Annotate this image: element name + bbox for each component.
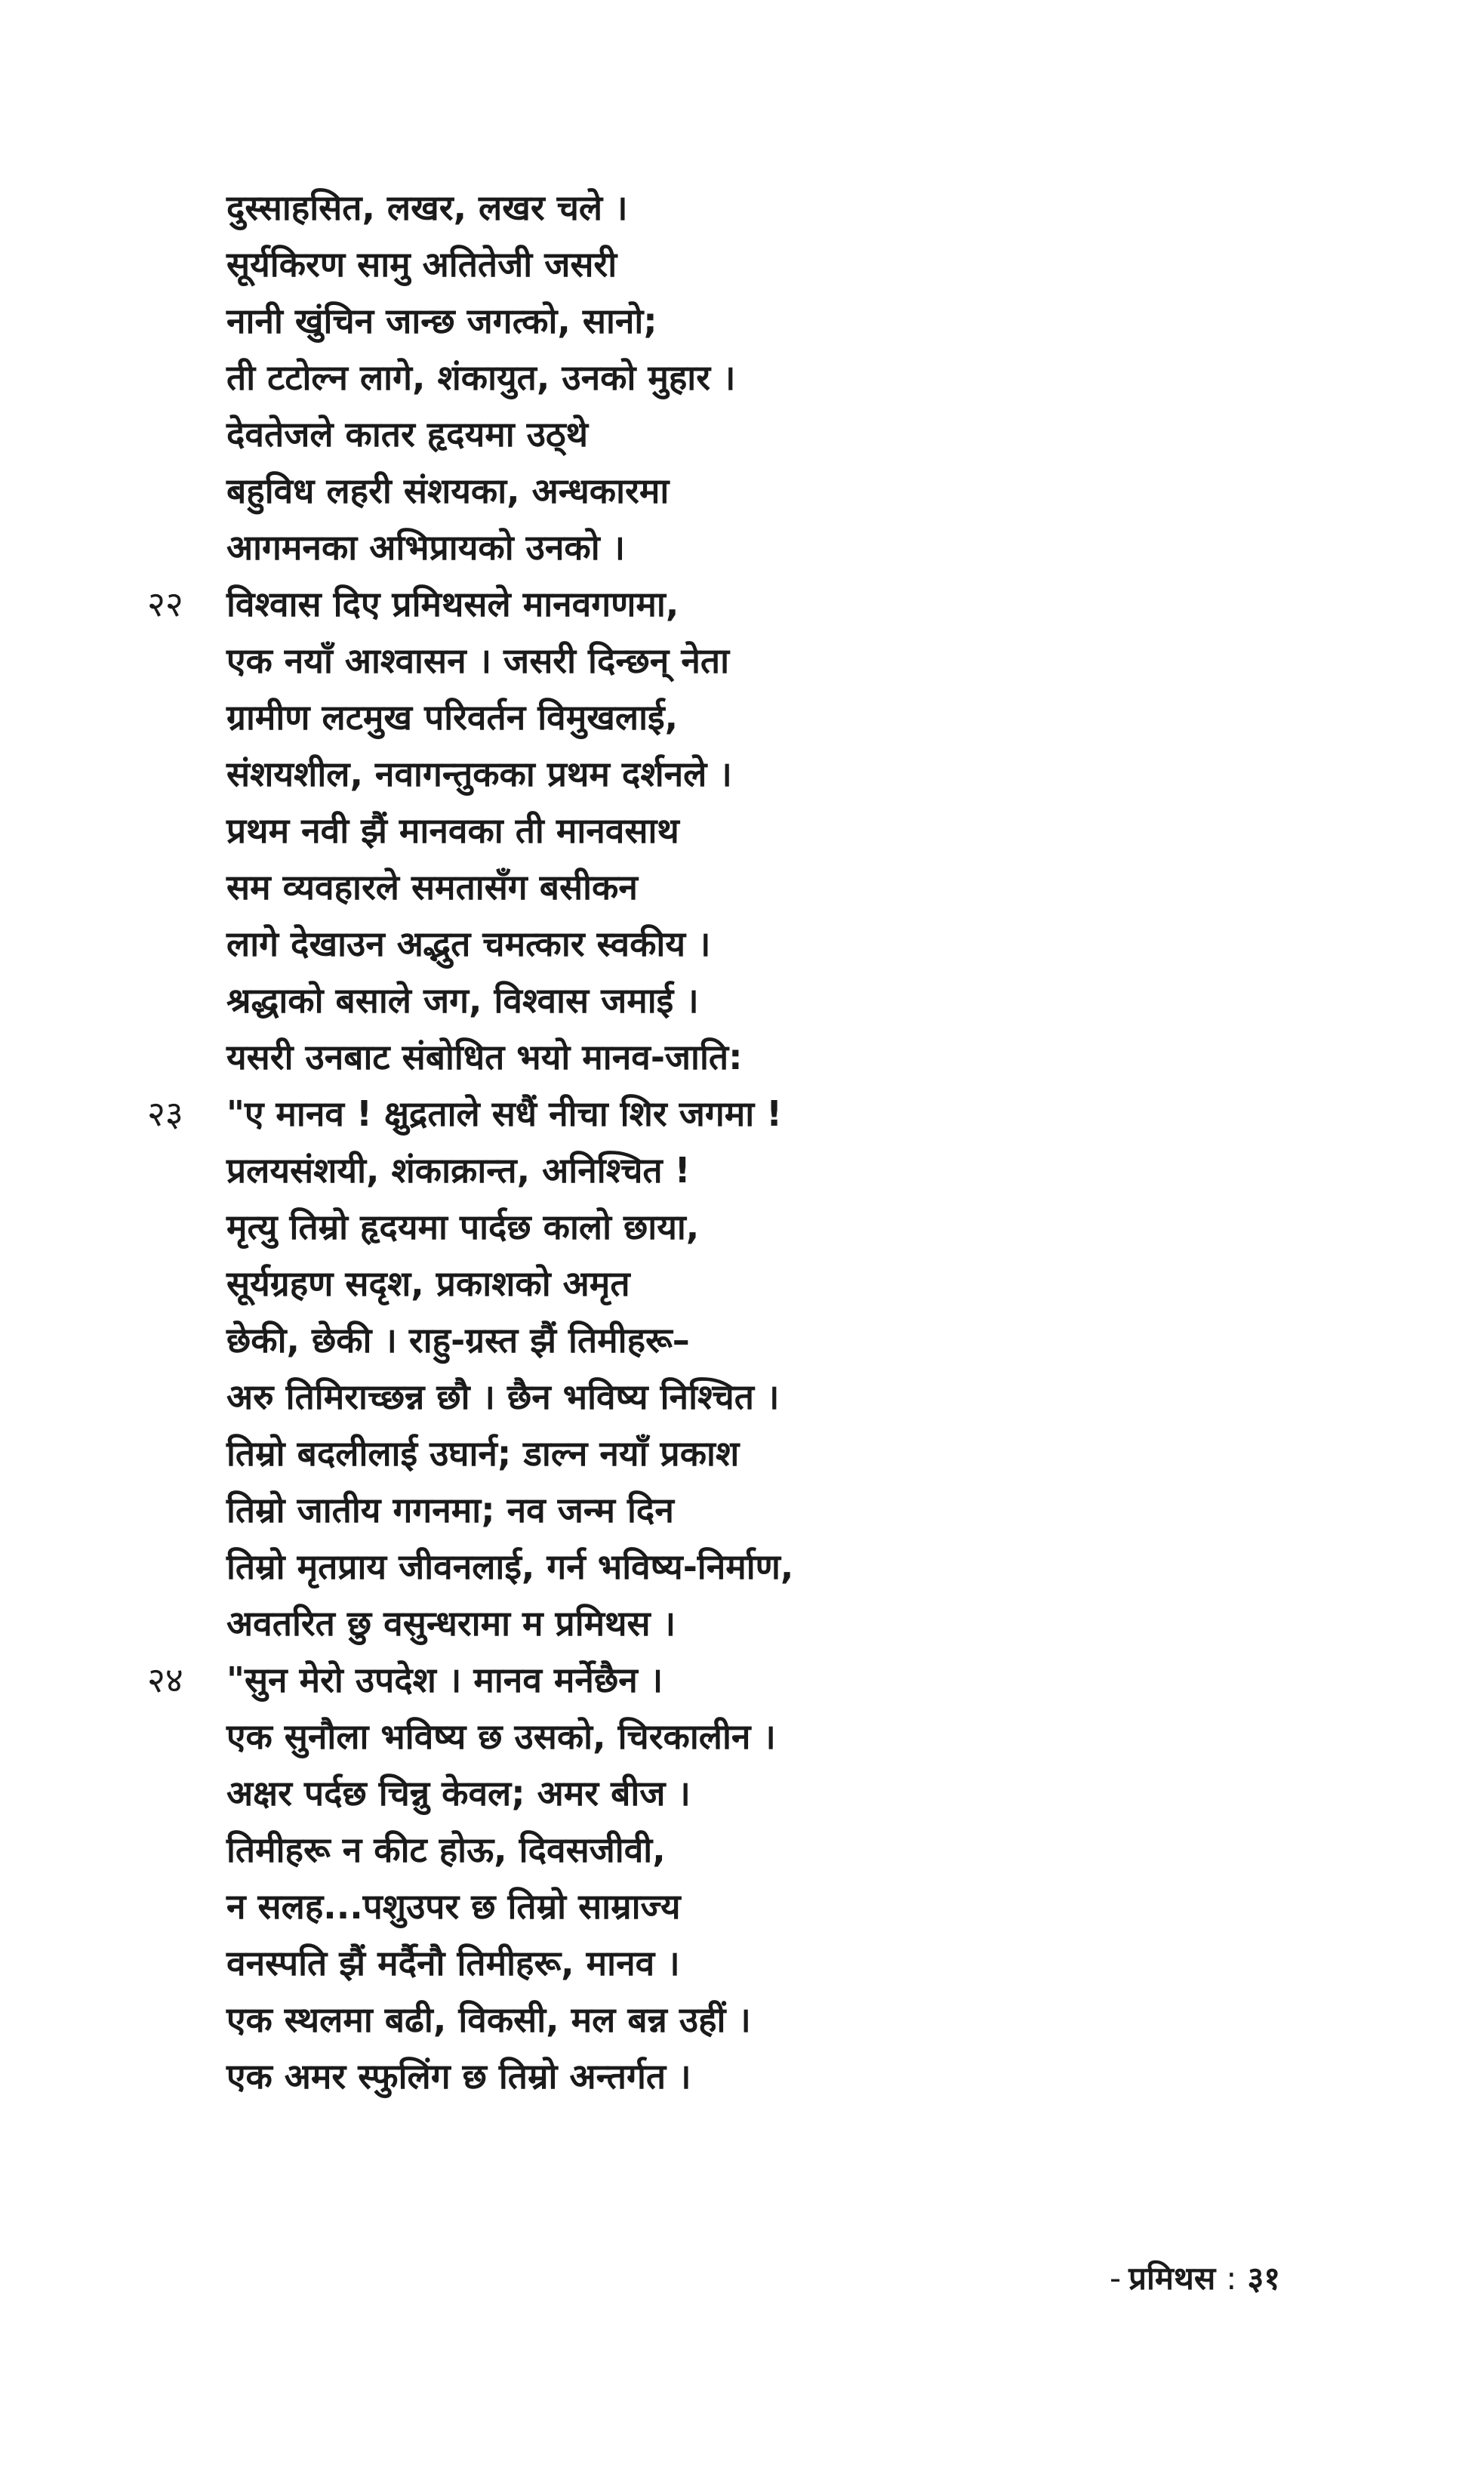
poem-line: प्रलयसंशयी, शंकाक्रान्त, अनिश्चित ! xyxy=(226,1150,691,1191)
page-footer xyxy=(1110,2257,1280,2300)
poem-line: श्रद्धाको बसाले जग, विश्वास जमाई । xyxy=(226,980,699,1021)
poem-line: सम व्यवहारले समतासँग बसीकन xyxy=(226,867,638,908)
poem-line: यसरी उनबाट संबोधित भयो मानव-जाति: xyxy=(226,1037,743,1077)
poem-line: तिम्रो मृतप्राय जीवनलाई, गर्न भविष्य-निर्माण, xyxy=(226,1546,794,1587)
poem-line: संशयशील, नवागन्तुकका प्रथम दर्शनले । xyxy=(226,753,732,794)
poem-line: अक्षर पर्दछ चिन्नु केवल; अमर बीज । xyxy=(226,1773,691,1814)
poem-line: विश्वास दिए प्रमिथसले मानवगणमा, xyxy=(226,584,679,624)
page-number: ३१ xyxy=(1247,2260,1281,2297)
poem-line: एक अमर स्फुलिंग छ तिम्रो अन्तर्गत । xyxy=(226,2056,691,2097)
poem-line: दुस्साहसित, लखर, लखर चले । xyxy=(226,187,628,228)
verse-number-24: २४ xyxy=(147,1659,183,1700)
poem-line: न सलह...पशुउपर छ तिम्रो साम्राज्य xyxy=(226,1886,681,1927)
poem-line: सूर्यकिरण सामु अतितेजी जसरी xyxy=(226,244,617,285)
poem-line: अरु तिमिराच्छन्न छौ । छैन भविष्य निश्चित । xyxy=(226,1376,780,1417)
poem-line: लागे देखाउन अद्भुत चमत्कार स्वकीय । xyxy=(226,923,711,964)
poem-line: सूर्यग्रहण सदृश, प्रकाशको अमृत xyxy=(226,1263,630,1304)
poem-line: छेकी, छेकी । राहु-ग्रस्त झैं तिमीहरू– xyxy=(226,1320,690,1361)
verse-number-23: २३ xyxy=(147,1093,183,1134)
verse-number-22: २२ xyxy=(147,584,183,624)
poem-line: एक स्थलमा बढी, विकसी, मल बन्न उहीं । xyxy=(226,1999,751,2040)
running-title: प्रमिथस xyxy=(1128,2260,1216,2297)
poem-line: तिम्रो बदलीलाई उघार्न; डाल्न नयाँ प्रकाश xyxy=(226,1433,740,1474)
poem-line: आगमनका अभिप्रायको उनको । xyxy=(226,527,626,568)
poem-line: तिमीहरू न कीट होऊ, दिवसजीवी, xyxy=(226,1829,666,1870)
poem-line: ती टटोल्न लागे, शंकायुत, उनको मुहार । xyxy=(226,357,736,398)
poem-line: प्रथम नवी झैं मानवका ती मानवसाथ xyxy=(226,810,679,851)
poem-line: तिम्रो जातीय गगनमा; नव जन्म दिन xyxy=(226,1490,674,1530)
poem-line: अवतरित छु वसुन्धरामा म प्रमिथस । xyxy=(226,1603,676,1644)
poem-line: "सुन मेरो उपदेश । मानव मर्नेछैन । xyxy=(226,1659,663,1700)
poem-line: "ए मानव ! क्षुद्रताले सधैं नीचा शिर जगमा ! xyxy=(226,1093,783,1134)
poem-line: एक नयाँ आश्वासन । जसरी दिन्छन् नेता xyxy=(226,640,729,681)
poem-line: वनस्पति झैं मर्दैनौ तिमीहरू, मानव । xyxy=(226,1943,680,1983)
poem-line: बहुविध लहरी संशयका, अन्धकारमा xyxy=(226,470,670,511)
poem-line: मृत्यु तिम्रो हृदयमा पार्दछ कालो छाया, xyxy=(226,1206,700,1247)
footer-separator: : xyxy=(1226,2260,1237,2297)
poem-line: देवतेजले कातर हृदयमा उठ्थे xyxy=(226,414,589,455)
poem-line: नानी खुंचिन जान्छ जगत्को, सानो; xyxy=(226,300,657,341)
footer-dash: - xyxy=(1110,2260,1122,2297)
poem-line: एक सुनौला भविष्य छ उसको, चिरकालीन । xyxy=(226,1716,776,1757)
poem-line: ग्रामीण लटमुख परिवर्तन विमुखलाई, xyxy=(226,697,679,738)
